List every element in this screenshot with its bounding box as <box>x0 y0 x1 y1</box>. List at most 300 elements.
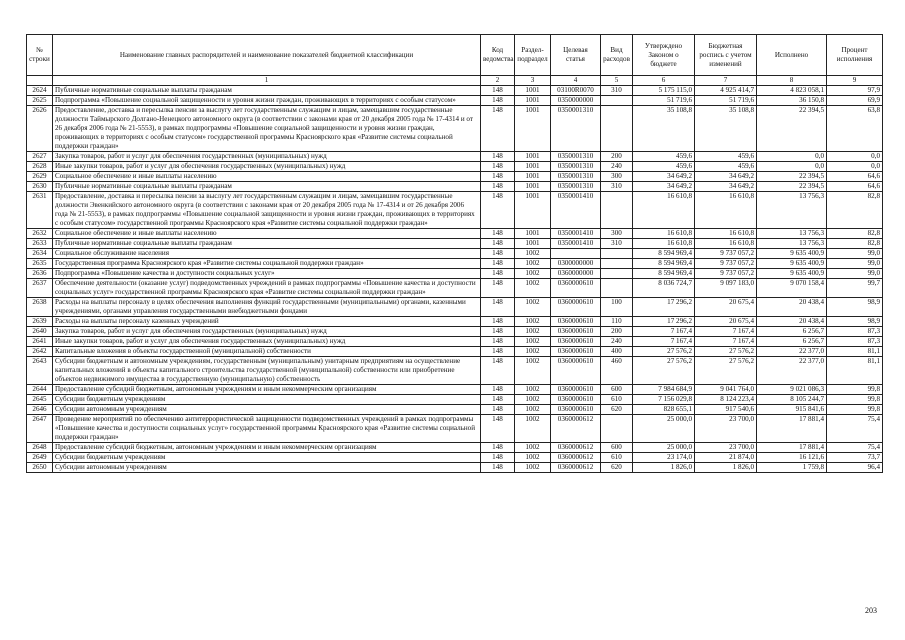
column-number: 2 <box>481 76 515 86</box>
expense-type-cell: 620 <box>601 405 633 415</box>
table-row <box>27 317 883 327</box>
budget-list-amount-cell: 9 097 183,0 <box>695 279 757 298</box>
name-cell: Субсидии бюджетным учреждениям <box>53 395 481 405</box>
department-code-cell: 148 <box>481 162 515 172</box>
department-code-cell: 148 <box>481 415 515 443</box>
target-item-cell: 0300000000 <box>551 259 601 269</box>
table-row <box>27 395 883 405</box>
expense-type-cell: 300 <box>601 172 633 182</box>
header-expense-type: Вид расходов <box>601 35 633 76</box>
expense-type-cell: 620 <box>601 463 633 473</box>
column-numbers-row <box>27 76 883 86</box>
department-code-cell: 148 <box>481 453 515 463</box>
percent-cell: 99,8 <box>827 405 883 415</box>
name-cell: Субсидии бюджетным учреждениям <box>53 453 481 463</box>
expense-type-cell: 200 <box>601 327 633 337</box>
section-cell: 1002 <box>515 385 551 395</box>
budget-list-amount-cell: 1 826,0 <box>695 463 757 473</box>
budget-list-amount-cell: 51 719,6 <box>695 96 757 106</box>
percent-cell: 82,8 <box>827 229 883 239</box>
percent-cell: 73,7 <box>827 453 883 463</box>
approved-amount-cell: 7 156 029,8 <box>633 395 695 405</box>
row-number-cell: 2627 <box>27 152 53 162</box>
expense-type-cell <box>601 192 633 229</box>
budget-list-amount-cell: 23 700,0 <box>695 415 757 443</box>
header-budget-list: Бюджетная роспись с учетом изменений <box>695 35 757 76</box>
name-cell: Расходы на выплаты персоналу в целях обеспечения выполнения функций государственными (муниципальными) органами, казенными учреждениями, органами управления государственными внебюджетными фондами <box>53 298 481 317</box>
expense-type-cell: 460 <box>601 357 633 385</box>
approved-amount-cell: 7 167,4 <box>633 337 695 347</box>
table-row <box>27 337 883 347</box>
table-row <box>27 86 883 96</box>
name-cell: Социальное обслуживание населения <box>53 249 481 259</box>
table-row <box>27 106 883 152</box>
target-item-cell: 0360000610 <box>551 317 601 327</box>
percent-cell: 99,0 <box>827 249 883 259</box>
approved-amount-cell: 17 296,2 <box>633 317 695 327</box>
department-code-cell: 148 <box>481 357 515 385</box>
table-row <box>27 415 883 443</box>
table-row <box>27 259 883 269</box>
expense-type-cell <box>601 249 633 259</box>
executed-amount-cell: 13 756,3 <box>757 239 827 249</box>
executed-amount-cell: 17 881,4 <box>757 443 827 453</box>
section-cell: 1002 <box>515 347 551 357</box>
row-number-cell: 2649 <box>27 453 53 463</box>
table-row <box>27 269 883 279</box>
page-number: 203 <box>865 606 877 615</box>
percent-cell: 87,3 <box>827 327 883 337</box>
column-number: 8 <box>757 76 827 86</box>
table-row <box>27 357 883 385</box>
target-item-cell: 0360000612 <box>551 443 601 453</box>
percent-cell: 82,8 <box>827 239 883 249</box>
section-cell: 1001 <box>515 86 551 96</box>
name-cell: Публичные нормативные социальные выплаты гражданам <box>53 239 481 249</box>
budget-list-amount-cell: 459,6 <box>695 152 757 162</box>
executed-amount-cell: 20 438,4 <box>757 317 827 327</box>
expense-type-cell: 600 <box>601 385 633 395</box>
expense-type-cell: 110 <box>601 317 633 327</box>
table-row <box>27 298 883 317</box>
executed-amount-cell: 22 394,5 <box>757 172 827 182</box>
percent-cell: 0,0 <box>827 152 883 162</box>
target-item-cell: 0360000612 <box>551 453 601 463</box>
row-number-cell: 2645 <box>27 395 53 405</box>
table-row <box>27 405 883 415</box>
department-code-cell: 148 <box>481 279 515 298</box>
section-cell: 1002 <box>515 279 551 298</box>
target-item-cell: 0350001310 <box>551 172 601 182</box>
target-item-cell: 0350001310 <box>551 182 601 192</box>
department-code-cell: 148 <box>481 182 515 192</box>
executed-amount-cell: 1 759,8 <box>757 463 827 473</box>
approved-amount-cell: 35 108,8 <box>633 106 695 152</box>
name-cell: Субсидии автономным учреждениям <box>53 405 481 415</box>
department-code-cell: 148 <box>481 327 515 337</box>
executed-amount-cell: 16 121,6 <box>757 453 827 463</box>
budget-list-amount-cell: 16 610,8 <box>695 192 757 229</box>
expense-type-cell: 310 <box>601 239 633 249</box>
row-number-cell: 2632 <box>27 229 53 239</box>
target-item-cell: 0350001310 <box>551 162 601 172</box>
budget-list-amount-cell: 16 610,8 <box>695 239 757 249</box>
percent-cell: 87,3 <box>827 337 883 347</box>
expense-type-cell <box>601 259 633 269</box>
row-number-cell: 2641 <box>27 337 53 347</box>
table-row <box>27 182 883 192</box>
expense-type-cell <box>601 269 633 279</box>
percent-cell: 99,7 <box>827 279 883 298</box>
percent-cell: 99,8 <box>827 385 883 395</box>
budget-list-amount-cell: 459,6 <box>695 162 757 172</box>
name-cell: Закупка товаров, работ и услуг для обеспечения государственных (муниципальных) нужд <box>53 327 481 337</box>
header-approved: Утверждено Законом о бюджете <box>633 35 695 76</box>
percent-cell: 82,8 <box>827 192 883 229</box>
column-number: 7 <box>695 76 757 86</box>
name-cell: Закупка товаров, работ и услуг для обеспечения государственных (муниципальных) нужд <box>53 152 481 162</box>
expense-type-cell: 200 <box>601 152 633 162</box>
executed-amount-cell: 0,0 <box>757 152 827 162</box>
target-item-cell: 0360000610 <box>551 395 601 405</box>
section-cell: 1001 <box>515 152 551 162</box>
approved-amount-cell: 34 649,2 <box>633 172 695 182</box>
table-row <box>27 192 883 229</box>
department-code-cell: 148 <box>481 347 515 357</box>
row-number-cell: 2625 <box>27 96 53 106</box>
budget-list-amount-cell: 35 108,8 <box>695 106 757 152</box>
table-row <box>27 162 883 172</box>
section-cell: 1002 <box>515 298 551 317</box>
section-cell: 1001 <box>515 229 551 239</box>
target-item-cell: 0360000610 <box>551 357 601 385</box>
executed-amount-cell: 9 635 400,9 <box>757 249 827 259</box>
executed-amount-cell: 4 823 058,1 <box>757 86 827 96</box>
approved-amount-cell: 8 594 969,4 <box>633 259 695 269</box>
budget-list-amount-cell: 16 610,8 <box>695 229 757 239</box>
name-cell: Иные закупки товаров, работ и услуг для обеспечения государственных (муниципальных) нужд <box>53 337 481 347</box>
department-code-cell: 148 <box>481 96 515 106</box>
section-cell: 1002 <box>515 317 551 327</box>
target-item-cell: 0350001410 <box>551 229 601 239</box>
name-cell: Предоставление субсидий бюджетным, автономным учреждениям и иным некоммерческим организациям <box>53 385 481 395</box>
percent-cell: 99,0 <box>827 269 883 279</box>
row-number-cell: 2633 <box>27 239 53 249</box>
section-cell: 1002 <box>515 357 551 385</box>
row-number-cell: 2635 <box>27 259 53 269</box>
approved-amount-cell: 25 000,0 <box>633 443 695 453</box>
row-number-cell: 2639 <box>27 317 53 327</box>
section-cell: 1002 <box>515 269 551 279</box>
approved-amount-cell: 17 296,2 <box>633 298 695 317</box>
expense-type-cell: 600 <box>601 443 633 453</box>
row-number-cell: 2642 <box>27 347 53 357</box>
name-cell: Предоставление, доставка и пересылка пенсии за выслугу лет государственным служащим и лицам, замещавшим государственные должности Эвенкийского автономного округа (в соответствии с законами края от 20 декабря 2005 года № 17-4314 и от 26 декабря 2006 года № 21-5553), в рамках подпрограммы «Повышение социальной защищенности и уровня жизни граждан, проживающих в территориях с особым статусом» государственной программы Красноярского края «Развитие системы социальной поддержки граждан» <box>53 192 481 229</box>
section-cell: 1001 <box>515 182 551 192</box>
section-cell: 1002 <box>515 405 551 415</box>
department-code-cell: 148 <box>481 269 515 279</box>
section-cell: 1002 <box>515 249 551 259</box>
name-cell: Государственная программа Красноярского края «Развитие системы социальной поддержки граждан» <box>53 259 481 269</box>
section-cell: 1002 <box>515 337 551 347</box>
percent-cell: 75,4 <box>827 415 883 443</box>
header-row-number: № строки <box>27 35 53 76</box>
expense-type-cell: 310 <box>601 182 633 192</box>
percent-cell: 0,0 <box>827 162 883 172</box>
executed-amount-cell: 22 377,0 <box>757 347 827 357</box>
target-item-cell: 0350001410 <box>551 239 601 249</box>
executed-amount-cell: 22 377,0 <box>757 357 827 385</box>
executed-amount-cell: 9 635 400,9 <box>757 269 827 279</box>
approved-amount-cell: 16 610,8 <box>633 229 695 239</box>
row-number-cell: 2628 <box>27 162 53 172</box>
row-number-cell: 2634 <box>27 249 53 259</box>
column-number: 5 <box>601 76 633 86</box>
executed-amount-cell: 9 070 158,4 <box>757 279 827 298</box>
name-cell: Капитальные вложения в объекты государственной (муниципальной) собственности <box>53 347 481 357</box>
approved-amount-cell: 7 167,4 <box>633 327 695 337</box>
expense-type-cell: 300 <box>601 229 633 239</box>
section-cell: 1002 <box>515 327 551 337</box>
target-item-cell: 0360000610 <box>551 298 601 317</box>
name-cell: Проведение мероприятий по обеспечению антитеррористической защищенности подведомственных учреждений в рамках подпрограммы «Повышение качества и доступности социальных услуг» государственной программы Красноярского края «Развитие системы социальной поддержки граждан» <box>53 415 481 443</box>
section-cell: 1001 <box>515 96 551 106</box>
header-executed: Исполнено <box>757 35 827 76</box>
table-row <box>27 239 883 249</box>
budget-list-amount-cell: 9 041 764,0 <box>695 385 757 395</box>
expense-type-cell: 610 <box>601 453 633 463</box>
row-number-cell: 2638 <box>27 298 53 317</box>
table-row <box>27 327 883 337</box>
target-item-cell: 0360000612 <box>551 463 601 473</box>
section-cell: 1002 <box>515 395 551 405</box>
approved-amount-cell: 51 719,6 <box>633 96 695 106</box>
budget-list-amount-cell: 9 737 057,2 <box>695 259 757 269</box>
expense-type-cell: 240 <box>601 337 633 347</box>
percent-cell: 81,1 <box>827 347 883 357</box>
department-code-cell: 148 <box>481 106 515 152</box>
department-code-cell: 148 <box>481 317 515 327</box>
table-row <box>27 347 883 357</box>
approved-amount-cell: 25 000,0 <box>633 415 695 443</box>
target-item-cell: 0360000610 <box>551 337 601 347</box>
budget-list-amount-cell: 21 874,0 <box>695 453 757 463</box>
approved-amount-cell: 459,6 <box>633 152 695 162</box>
department-code-cell: 148 <box>481 259 515 269</box>
table-row <box>27 249 883 259</box>
executed-amount-cell: 17 881,4 <box>757 415 827 443</box>
department-code-cell: 148 <box>481 405 515 415</box>
name-cell: Социальное обеспечение и иные выплаты населению <box>53 172 481 182</box>
row-number-cell: 2643 <box>27 357 53 385</box>
target-item-cell: 0360000610 <box>551 327 601 337</box>
header-target-item: Целевая статья <box>551 35 601 76</box>
target-item-cell: 0350000000 <box>551 96 601 106</box>
table-row <box>27 152 883 162</box>
header-name: Наименование главных распорядителей и наименование показателей бюджетной классификации <box>53 35 481 76</box>
approved-amount-cell: 27 576,2 <box>633 357 695 385</box>
column-number: 3 <box>515 76 551 86</box>
table-body <box>27 86 883 473</box>
row-number-cell: 2629 <box>27 172 53 182</box>
approved-amount-cell: 23 174,0 <box>633 453 695 463</box>
budget-list-amount-cell: 34 649,2 <box>695 172 757 182</box>
budget-list-amount-cell: 20 675,4 <box>695 298 757 317</box>
approved-amount-cell: 828 655,1 <box>633 405 695 415</box>
budget-list-amount-cell: 27 576,2 <box>695 357 757 385</box>
department-code-cell: 148 <box>481 152 515 162</box>
budget-table <box>26 34 883 473</box>
executed-amount-cell: 9 635 400,9 <box>757 259 827 269</box>
expense-type-cell: 240 <box>601 162 633 172</box>
executed-amount-cell: 20 438,4 <box>757 298 827 317</box>
executed-amount-cell: 36 150,8 <box>757 96 827 106</box>
percent-cell: 64,6 <box>827 172 883 182</box>
percent-cell: 75,4 <box>827 443 883 453</box>
executed-amount-cell: 9 021 086,3 <box>757 385 827 395</box>
executed-amount-cell: 13 756,3 <box>757 192 827 229</box>
expense-type-cell <box>601 96 633 106</box>
expense-type-cell: 400 <box>601 347 633 357</box>
approved-amount-cell: 8 036 724,7 <box>633 279 695 298</box>
name-cell: Расходы на выплаты персоналу казенных учреждений <box>53 317 481 327</box>
table-row <box>27 279 883 298</box>
executed-amount-cell: 6 256,7 <box>757 337 827 347</box>
budget-list-amount-cell: 4 925 414,7 <box>695 86 757 96</box>
table-row <box>27 229 883 239</box>
target-item-cell: 0350001410 <box>551 192 601 229</box>
executed-amount-cell: 0,0 <box>757 162 827 172</box>
row-number-cell: 2637 <box>27 279 53 298</box>
section-cell: 1002 <box>515 443 551 453</box>
approved-amount-cell: 8 594 969,4 <box>633 249 695 259</box>
name-cell: Подпрограмма «Повышение качества и доступности социальных услуг» <box>53 269 481 279</box>
executed-amount-cell: 22 394,5 <box>757 106 827 152</box>
percent-cell: 69,9 <box>827 96 883 106</box>
percent-cell: 64,6 <box>827 182 883 192</box>
percent-cell: 81,1 <box>827 357 883 385</box>
approved-amount-cell: 1 826,0 <box>633 463 695 473</box>
section-cell: 1002 <box>515 415 551 443</box>
header-row <box>27 35 883 76</box>
budget-list-amount-cell: 917 540,6 <box>695 405 757 415</box>
name-cell: Предоставление субсидий бюджетным, автономным учреждениям и иным некоммерческим организациям <box>53 443 481 453</box>
table-row <box>27 453 883 463</box>
executed-amount-cell: 6 256,7 <box>757 327 827 337</box>
target-item-cell: 0360000610 <box>551 279 601 298</box>
target-item-cell: 0360000612 <box>551 415 601 443</box>
budget-list-amount-cell: 20 675,4 <box>695 317 757 327</box>
approved-amount-cell: 16 610,8 <box>633 239 695 249</box>
target-item-cell: 0350001310 <box>551 152 601 162</box>
name-cell: Подпрограмма «Повышение социальной защищенности и уровня жизни граждан, проживающих в территориях с особым статусом» <box>53 96 481 106</box>
percent-cell: 99,8 <box>827 395 883 405</box>
percent-cell: 97,9 <box>827 86 883 96</box>
expense-type-cell <box>601 106 633 152</box>
table-row <box>27 96 883 106</box>
executed-amount-cell: 8 105 244,7 <box>757 395 827 405</box>
row-number-cell: 2647 <box>27 415 53 443</box>
budget-list-amount-cell: 27 576,2 <box>695 347 757 357</box>
department-code-cell: 148 <box>481 463 515 473</box>
section-cell: 1001 <box>515 106 551 152</box>
row-number-cell: 2650 <box>27 463 53 473</box>
row-number-cell: 2636 <box>27 269 53 279</box>
executed-amount-cell: 22 394,5 <box>757 182 827 192</box>
table-row <box>27 385 883 395</box>
target-item-cell: 0360000610 <box>551 405 601 415</box>
target-item-cell: 0360000610 <box>551 385 601 395</box>
column-number: 6 <box>633 76 695 86</box>
section-cell: 1002 <box>515 463 551 473</box>
approved-amount-cell: 8 594 969,4 <box>633 269 695 279</box>
budget-list-amount-cell: 8 124 223,4 <box>695 395 757 405</box>
row-number-cell: 2626 <box>27 106 53 152</box>
budget-list-amount-cell: 34 649,2 <box>695 182 757 192</box>
budget-list-amount-cell: 9 737 057,2 <box>695 269 757 279</box>
approved-amount-cell: 16 610,8 <box>633 192 695 229</box>
row-number-cell: 2640 <box>27 327 53 337</box>
executed-amount-cell: 13 756,3 <box>757 229 827 239</box>
name-cell: Субсидии бюджетным и автономным учреждениям, государственным (муниципальным) унитарным предприятиям на осуществление капитальных вложений в объекты капитального строительства государственной (муниципальной) собственности или приобретение объектов недвижимого имущества в государственную (муниципальную) собственность <box>53 357 481 385</box>
row-number-cell: 2624 <box>27 86 53 96</box>
percent-cell: 63,8 <box>827 106 883 152</box>
approved-amount-cell: 7 984 684,9 <box>633 385 695 395</box>
section-cell: 1001 <box>515 192 551 229</box>
expense-type-cell: 610 <box>601 395 633 405</box>
name-cell: Предоставление, доставка и пересылка пенсии за выслугу лет государственным служащим и лицам, замещавшим государственные должности Таймырского Долгано-Ненецкого автономного округа (в соответствии с законами края от 20 декабря 2005 года № 17-4314 и от 26 декабря 2006 года № 21-5553), в рамках подпрограммы «Повышение социальной защищенности и уровня жизни граждан, проживающих в территориях с особым статусом» государственной программы Красноярского края «Развитие системы социальной поддержки граждан» <box>53 106 481 152</box>
name-cell: Публичные нормативные социальные выплаты гражданам <box>53 182 481 192</box>
department-code-cell: 148 <box>481 337 515 347</box>
section-cell: 1001 <box>515 162 551 172</box>
target-item-cell: 0350001310 <box>551 106 601 152</box>
budget-list-amount-cell: 7 167,4 <box>695 327 757 337</box>
column-number: 1 <box>53 76 481 86</box>
row-number-cell: 2631 <box>27 192 53 229</box>
column-number <box>27 76 53 86</box>
target-item-cell: 0360000000 <box>551 269 601 279</box>
target-item-cell: 0360000610 <box>551 347 601 357</box>
percent-cell: 98,9 <box>827 298 883 317</box>
name-cell: Иные закупки товаров, работ и услуг для обеспечения государственных (муниципальных) нужд <box>53 162 481 172</box>
department-code-cell: 148 <box>481 86 515 96</box>
department-code-cell: 148 <box>481 395 515 405</box>
name-cell: Социальное обеспечение и иные выплаты населению <box>53 229 481 239</box>
approved-amount-cell: 34 649,2 <box>633 182 695 192</box>
row-number-cell: 2646 <box>27 405 53 415</box>
name-cell: Публичные нормативные социальные выплаты гражданам <box>53 86 481 96</box>
section-cell: 1001 <box>515 239 551 249</box>
row-number-cell: 2648 <box>27 443 53 453</box>
section-cell: 1002 <box>515 453 551 463</box>
approved-amount-cell: 459,6 <box>633 162 695 172</box>
expense-type-cell: 310 <box>601 86 633 96</box>
department-code-cell: 148 <box>481 172 515 182</box>
department-code-cell: 148 <box>481 385 515 395</box>
percent-cell: 96,4 <box>827 463 883 473</box>
department-code-cell: 148 <box>481 192 515 229</box>
table-row <box>27 463 883 473</box>
header-department-code: Код ведомства <box>481 35 515 76</box>
budget-list-amount-cell: 9 737 057,2 <box>695 249 757 259</box>
budget-list-amount-cell: 7 167,4 <box>695 337 757 347</box>
department-code-cell: 148 <box>481 298 515 317</box>
header-percent: Процент исполнения <box>827 35 883 76</box>
expense-type-cell <box>601 279 633 298</box>
expense-type-cell <box>601 415 633 443</box>
section-cell: 1002 <box>515 259 551 269</box>
expense-type-cell: 100 <box>601 298 633 317</box>
